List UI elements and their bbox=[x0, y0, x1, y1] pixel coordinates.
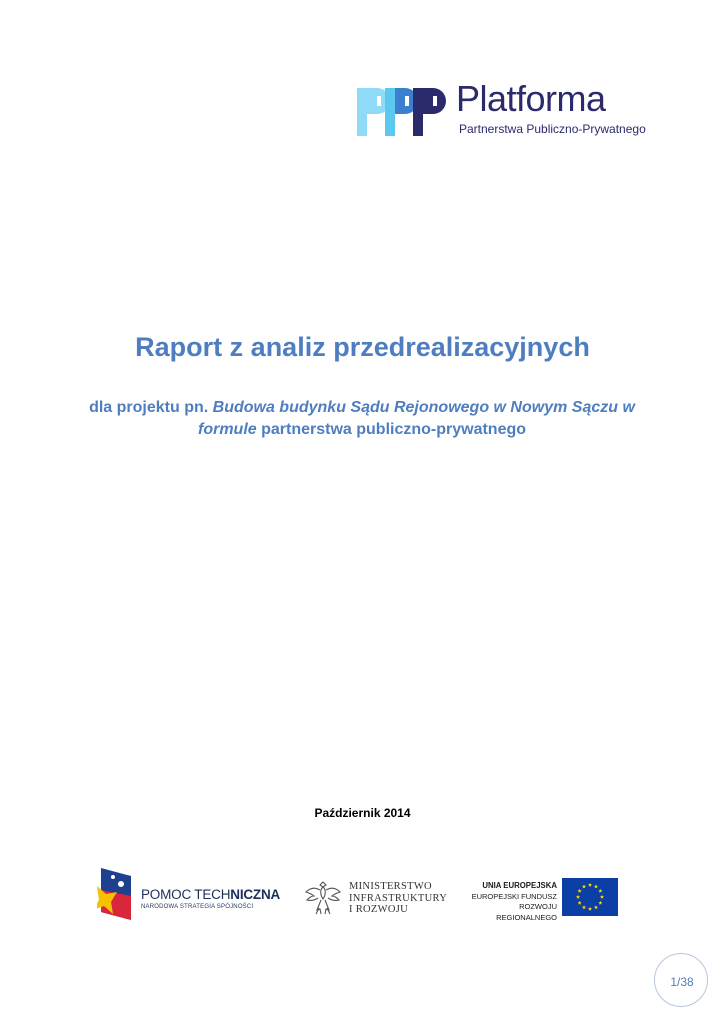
document-title: Raport z analiz przedrealizacyjnych bbox=[135, 332, 590, 362]
pt-label bbox=[141, 887, 280, 902]
eu-line-1: UNIA EUROPEJSKA bbox=[482, 881, 557, 890]
pt-sub: NARODOWA STRATEGIA SPÓJNOŚCI bbox=[141, 904, 254, 910]
nss-flag-icon bbox=[97, 868, 133, 922]
pt-label-part-1: POMOC TECH bbox=[141, 887, 231, 902]
ppp-platform-logo bbox=[355, 78, 646, 144]
ministry-line-1: MINISTERSTWO bbox=[349, 881, 432, 892]
document-subtitle bbox=[62, 397, 662, 441]
eu-logo bbox=[462, 878, 622, 922]
logo-title: Platforma bbox=[456, 78, 606, 119]
ministry-name bbox=[349, 881, 447, 916]
eagle-emblem-icon bbox=[305, 878, 341, 918]
page-number: 1/38 bbox=[670, 975, 694, 989]
eu-flag-icon bbox=[562, 878, 618, 916]
eu-text bbox=[462, 881, 557, 923]
eu-line-3: ROZWOJU REGIONALNEGO bbox=[496, 902, 557, 922]
subtitle-suffix: partnerstwa publiczno-prywatnego bbox=[256, 421, 527, 438]
ministry-line-3: I ROZWOJU bbox=[349, 904, 408, 915]
ppp-logo-mark bbox=[355, 86, 451, 138]
subtitle-project-name: Budowa budynku Sądu Rejonowego w Nowym Sączu w formule bbox=[197, 399, 635, 438]
logo-subtitle: Partnerstwa Publiczno-Prywatnego bbox=[459, 122, 646, 136]
ministry-line-2: INFRASTRUKTURY bbox=[349, 892, 448, 904]
pomoc-techniczna-logo bbox=[97, 868, 287, 926]
page-number-badge bbox=[654, 953, 708, 1007]
pt-label-part-2: NICZNA bbox=[230, 887, 281, 902]
eu-line-2: EUROPEJSKI FUNDUSZ bbox=[471, 891, 557, 901]
document-date: Październik 2014 bbox=[314, 806, 411, 820]
ministerstwo-logo bbox=[305, 876, 448, 920]
subtitle-prefix: dla projektu pn. bbox=[89, 399, 213, 416]
